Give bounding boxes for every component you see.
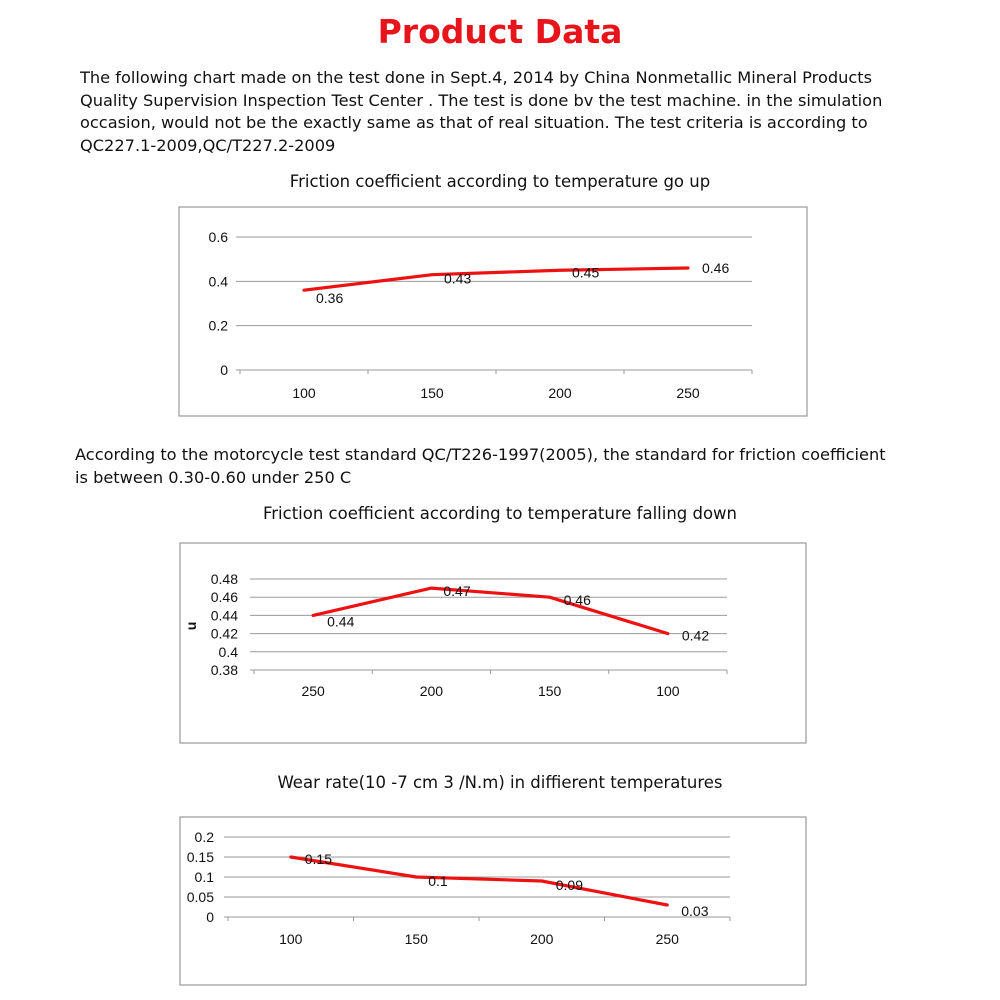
y-tick-label: 0.38 (210, 662, 238, 678)
chart-frame (180, 543, 806, 743)
chart-3 (180, 817, 806, 985)
x-tick-label: 100 (292, 385, 316, 401)
x-tick-label: 250 (655, 931, 679, 947)
y-tick-label: 0.15 (186, 849, 214, 865)
y-tick-label: 0.6 (208, 229, 228, 245)
chart-1-title: Friction coefficient according to temperature go up (289, 172, 711, 191)
y-tick-label: 0.48 (210, 571, 238, 587)
intro-line: occasion, would not be the exactly same as that of real situation. The test criteria is according to (80, 113, 868, 132)
chart-frame (180, 817, 806, 985)
intro-line: Quality Supervision Inspection Test Center . The test is done bv the test machine. in the simulation (80, 90, 883, 110)
chart-1 (179, 207, 807, 416)
data-label: 0.44 (327, 613, 355, 630)
x-tick-label: 200 (548, 385, 572, 401)
x-tick-label: 250 (676, 385, 700, 401)
x-tick-label: 150 (537, 683, 562, 699)
y-tick-label: 0.2 (208, 317, 228, 334)
data-label: 0.46 (563, 592, 591, 609)
chart-2 (180, 543, 806, 743)
standard-line: is between 0.30-0.60 under 250 C (75, 467, 352, 487)
y-tick-label: 0.46 (210, 589, 238, 606)
intro-line: The following chart made on the test done in Sept.4, 2014 by China Nonmetallic Mineral Products (80, 68, 873, 87)
data-label: 0.09 (555, 877, 583, 893)
page-title: Product Data (377, 12, 623, 51)
x-tick-label: 100 (656, 683, 680, 699)
standard-line: According to the motorcycle test standard QC/T226-1997(2005), the standard for friction coefficient (75, 445, 886, 464)
data-label: 0.15 (304, 851, 332, 867)
intro-line: QC227.1-2009,QC/T227.2-2009 (80, 135, 336, 155)
x-tick-label: 200 (419, 683, 444, 699)
y-tick-label: 0 (206, 909, 214, 925)
y-axis-label: u (183, 621, 199, 631)
data-label: 0.36 (316, 290, 344, 307)
data-label: 0.1 (428, 873, 448, 889)
data-label: 0.42 (681, 627, 710, 644)
y-tick-label: 0.44 (210, 607, 238, 624)
x-tick-label: 250 (301, 683, 325, 699)
chart-2-title: Friction coefficient according to temperature falling down (262, 504, 738, 523)
y-tick-label: 0.2 (194, 829, 214, 845)
data-label: 0.03 (681, 903, 709, 919)
data-label: 0.46 (702, 260, 730, 277)
y-tick-label: 0.4 (208, 273, 228, 290)
x-tick-label: 100 (279, 931, 303, 947)
y-tick-label: 0.05 (186, 889, 214, 905)
data-label: 0.45 (572, 264, 600, 281)
y-tick-label: 0 (220, 362, 228, 378)
x-tick-label: 150 (420, 385, 444, 401)
chart-3-title: Wear rate(10 -7 cm 3 /N.m) in diffierent temperatures (277, 773, 723, 792)
data-label: 0.47 (443, 583, 471, 600)
chart-frame (179, 207, 807, 416)
y-tick-label: 0.4 (218, 643, 238, 660)
y-tick-label: 0.42 (210, 625, 238, 642)
x-tick-label: 150 (404, 931, 428, 947)
y-tick-label: 0.1 (194, 869, 214, 885)
x-tick-label: 200 (530, 931, 554, 947)
data-label: 0.43 (444, 270, 472, 287)
